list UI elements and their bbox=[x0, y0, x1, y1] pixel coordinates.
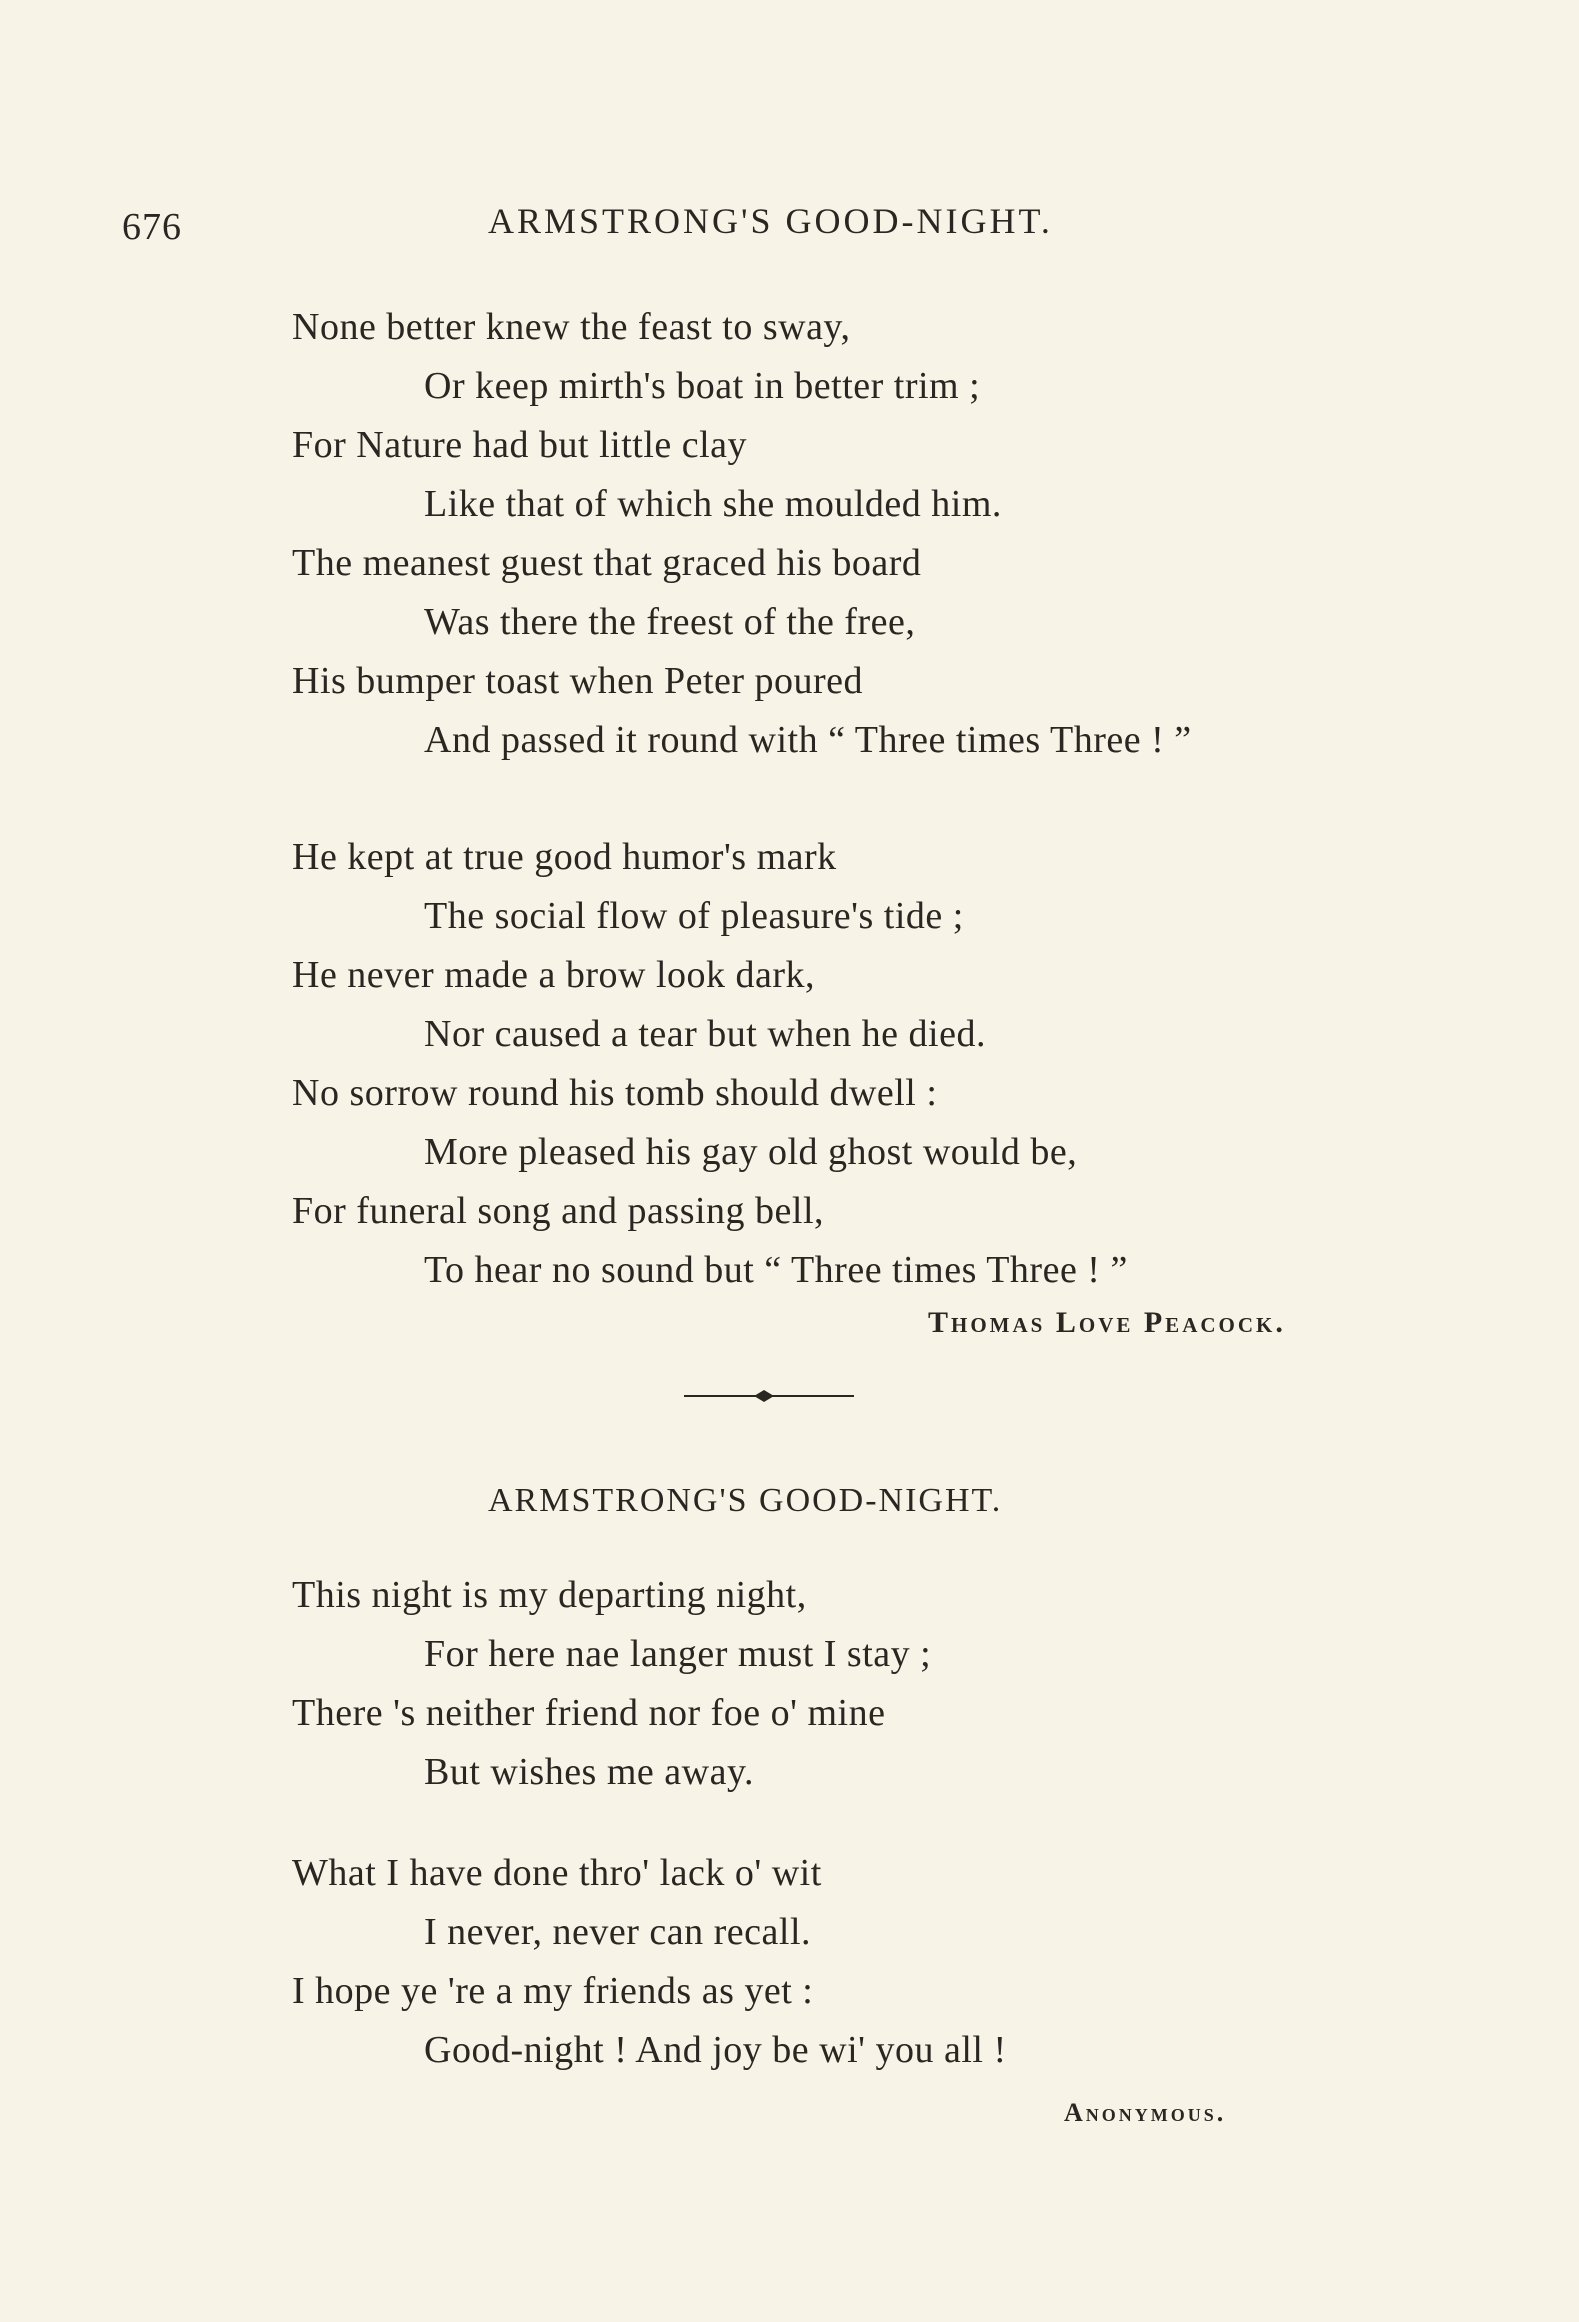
poem-line: And passed it round with “ Three times Three ! ” bbox=[424, 719, 1192, 761]
poem-line: For funeral song and passing bell, bbox=[292, 1190, 825, 1232]
poem-line: None better knew the feast to sway, bbox=[292, 306, 851, 348]
poem-line: For here nae langer must I stay ; bbox=[424, 1633, 932, 1675]
poem-line: Good-night ! And joy be wi' you all ! bbox=[424, 2029, 1007, 2071]
poem-title: ARMSTRONG'S GOOD-NIGHT. bbox=[488, 1482, 1003, 1519]
poem-line: There 's neither friend nor foe o' mine bbox=[292, 1692, 886, 1734]
poem-line: Nor caused a tear but when he died. bbox=[424, 1013, 986, 1055]
poem-line: The meanest guest that graced his board bbox=[292, 542, 922, 584]
poem1-stanza-1 bbox=[292, 298, 1192, 770]
poem-line: I hope ye 're a my friends as yet : bbox=[292, 1970, 814, 2012]
poem2-stanza-1 bbox=[292, 1566, 931, 1802]
running-title: ARMSTRONG'S GOOD-NIGHT. bbox=[488, 201, 1053, 241]
poem-line: No sorrow round his tomb should dwell : bbox=[292, 1072, 938, 1114]
poem-line: More pleased his gay old ghost would be, bbox=[424, 1131, 1078, 1173]
poem-line: Or keep mirth's boat in better trim ; bbox=[424, 365, 981, 407]
poem-line: What I have done thro' lack o' wit bbox=[292, 1852, 822, 1894]
poem-line: Was there the freest of the free, bbox=[424, 601, 916, 643]
poem-line: He never made a brow look dark, bbox=[292, 954, 816, 996]
poem-line: I never, never can recall. bbox=[424, 1911, 812, 1953]
attribution-peacock: Thomas Love Peacock. bbox=[928, 1306, 1286, 1339]
attribution-anonymous: Anonymous. bbox=[1064, 2098, 1227, 2127]
poem-line: To hear no sound but “ Three times Three ! ” bbox=[424, 1249, 1128, 1291]
poem-line: For Nature had but little clay bbox=[292, 424, 748, 466]
poem-line: He kept at true good humor's mark bbox=[292, 836, 837, 878]
poem2-stanza-2 bbox=[292, 1844, 1007, 2080]
poem-line: But wishes me away. bbox=[424, 1751, 754, 1793]
poem-line: The social flow of pleasure's tide ; bbox=[424, 895, 964, 937]
poem-line: This night is my departing night, bbox=[292, 1574, 807, 1616]
poem-line: His bumper toast when Peter poured bbox=[292, 660, 864, 702]
poem-line: Like that of which she moulded him. bbox=[424, 483, 1002, 525]
poem1-stanza-2 bbox=[292, 828, 1128, 1300]
section-divider-ornament bbox=[684, 1386, 854, 1406]
page-number: 676 bbox=[122, 206, 182, 248]
